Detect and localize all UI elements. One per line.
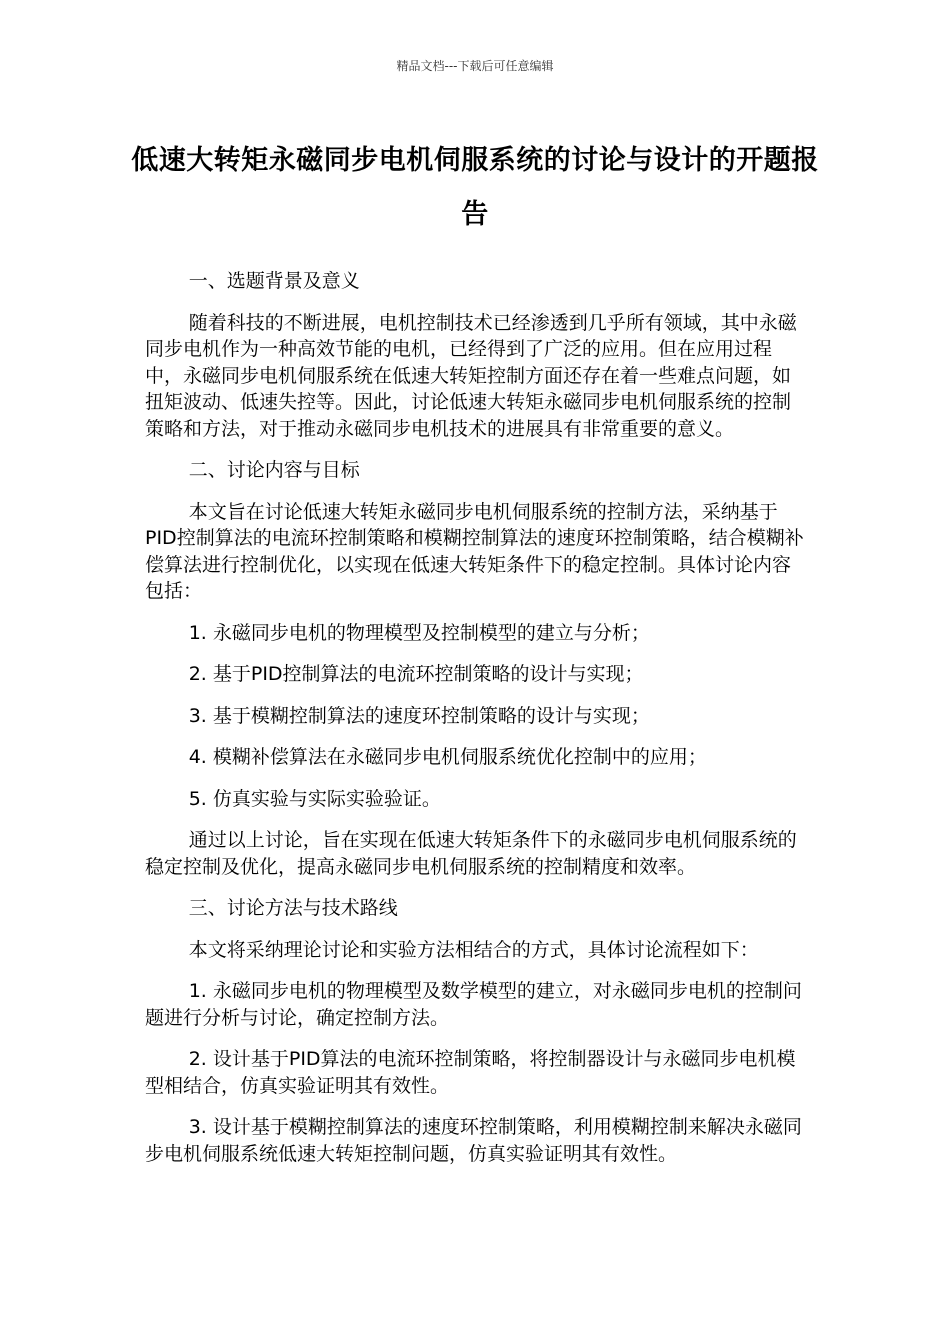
section-3-paragraph: 本文将采纳理论讨论和实验方法相结合的方式，具体讨论流程如下：: [188, 938, 759, 961]
section-1-paragraph: 随着科技的不断进展，电机控制技术已经渗透到几乎所有领域，其中永磁同步电机作为一种高效节能的电机，已经得到了广泛的应用。但在应用过程中，永磁同步电机伺服系统在低速大转矩控制方面还存在着一些难点问题，如扭矩波动、低速失控等。因此，讨论低速大转矩永磁同步电机伺服系统的控制策略和方法，对于推动永磁同步电机技术的进展具有非常重要的意义。: [145, 311, 797, 440]
section-3-list-item: 3. 设计基于模糊控制算法的速度环控制策略，利用模糊控制来解决永磁同步电机伺服系统低速大转矩控制问题，仿真实验证明其有效性。: [145, 1116, 802, 1165]
section-2-list-item: 2. 基于PID控制算法的电流环控制策略的设计与实现；: [188, 663, 644, 685]
section-2-paragraph: 本文旨在讨论低速大转矩永磁同步电机伺服系统的控制方法，采纳基于PID控制算法的电流环控制策略和模糊控制算法的速度环控制策略，结合模糊补偿算法进行控制优化，以实现在低速大转矩条件下的稳定控制。具体讨论内容包括：: [145, 500, 804, 602]
section-2-heading: 二、讨论内容与目标: [188, 459, 360, 481]
section-3-list-item: 2. 设计基于PID算法的电流环控制策略，将控制器设计与永磁同步电机模型相结合，仿真实验证明其有效性。: [145, 1048, 796, 1097]
section-2-list-item: 4. 模糊补偿算法在永磁同步电机伺服系统优化控制中的应用；: [188, 746, 707, 768]
document-body: [145, 268, 805, 1182]
header-note: 精品文档---下载后可任意编辑: [396, 59, 554, 73]
section-2-list-item: 3. 基于模糊控制算法的速度环控制策略的设计与实现；: [188, 704, 650, 727]
section-2-list-item: 5. 仿真实验与实际实验验证。: [188, 787, 441, 810]
section-3-heading: 三、讨论方法与技术路线: [188, 897, 398, 919]
section-3-list-item: 1. 永磁同步电机的物理模型及数学模型的建立，对永磁同步电机的控制问题进行分析与讨论，确定控制方法。: [145, 980, 802, 1029]
document-title: 低速大转矩永磁同步电机伺服系统的讨论与设计的开题报告: [131, 145, 819, 230]
section-2-list-item: 1. 永磁同步电机的物理模型及控制模型的建立与分析；: [188, 621, 650, 644]
section-2-conclusion: 通过以上讨论，旨在实现在低速大转矩条件下的永磁同步电机伺服系统的稳定控制及优化，提高永磁同步电机伺服系统的控制精度和效率。: [145, 829, 797, 878]
section-1-heading: 一、选题背景及意义: [188, 270, 360, 292]
